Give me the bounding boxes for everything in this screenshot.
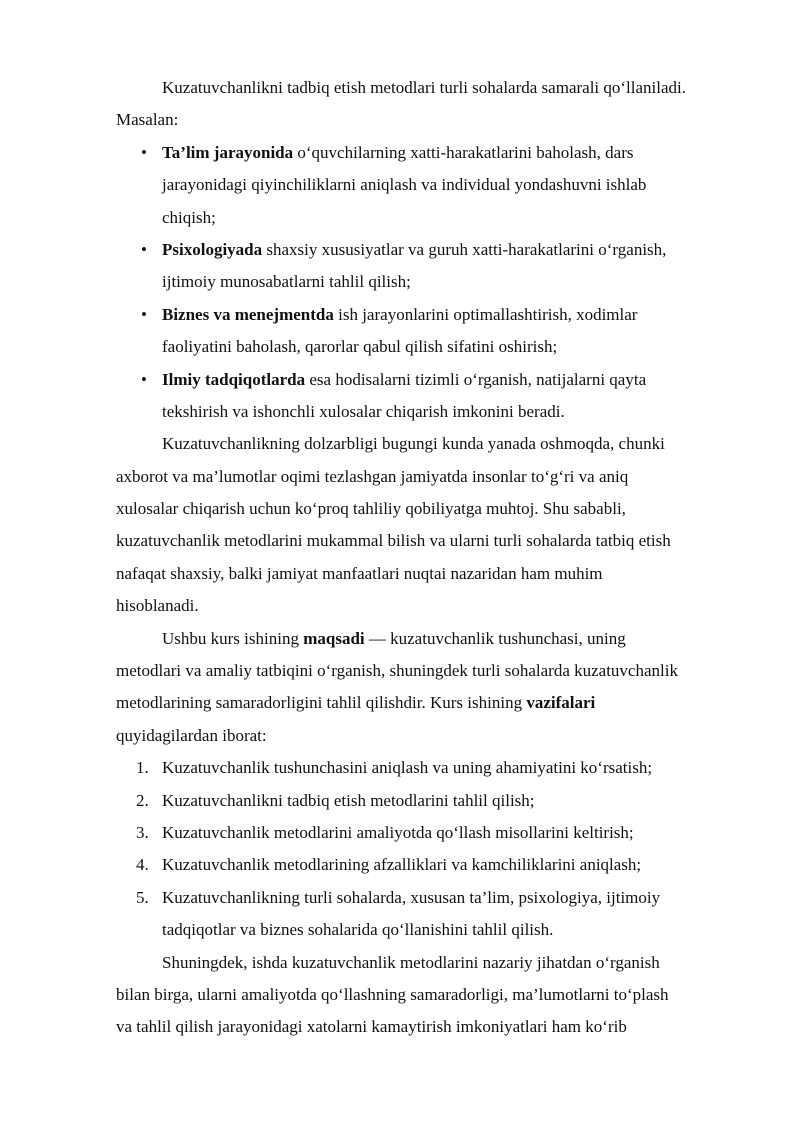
list-item-continuation: jarayonidagi qiyinchiliklarni aniqlash va individual yondashuvni ishlab [162, 175, 647, 195]
list-item [116, 137, 744, 169]
paragraph-line: Shuningdek, ishda kuzatuvchanlik metodlarini nazariy jihatdan o‘rganish [162, 952, 660, 972]
numbered-item [116, 849, 744, 881]
paragraph-line [116, 623, 744, 655]
bullet-marker: • [141, 239, 147, 259]
paragraph-line: xulosalar chiqarish uchun ko‘proq tahliliy qobiliyatga muhtoj. Shu sababli, [116, 499, 626, 519]
paragraph-line: metodlari va amaliy tatbiqini o‘rganish, shuningdek turli sohalarda kuzatuvchanlik [116, 661, 678, 681]
item-number: 2. [136, 790, 149, 810]
bullet-text: ish jarayonlarini optimallashtirish, xodimlar [333, 304, 638, 324]
intro-line: Masalan: [116, 110, 179, 130]
goal-term: maqsadi [303, 628, 365, 648]
item-text: Kuzatuvchanlik metodlarining afzalliklari va kamchiliklarini aniqlash; [162, 855, 642, 875]
bullet-term: Ilmiy tadqiqotlarda [162, 369, 306, 389]
bullet-text: esa hodisalarni tizimli o‘rganish, natijalarni qayta [305, 369, 647, 389]
paragraph-line: kuzatuvchanlik metodlarini mukammal bilish va ularni turli sohalarda tatbiq etish [116, 531, 671, 551]
bullet-term: Biznes va menejmentda [162, 304, 334, 324]
paragraph-line: va tahlil qilish jarayonidagi xatolarni kamaytirish imkoniyatlari ham ko‘rib [116, 1017, 627, 1037]
list-item-continuation: tekshirish va ishonchli xulosalar chiqarish imkonini beradi. [162, 401, 565, 421]
paragraph-line [116, 687, 744, 719]
item-number: 3. [136, 822, 149, 842]
list-item-continuation: chiqish; [162, 207, 216, 227]
intro-line: Kuzatuvchanlikni tadbiq etish metodlari turli sohalarda samarali qo‘llaniladi. [162, 78, 687, 97]
paragraph-line: nafaqat shaxsiy, balki jamiyat manfaatlari nuqtai nazaridan ham muhim [116, 563, 603, 583]
list-item [116, 299, 744, 331]
list-item-continuation: faoliyatini baholash, qarorlar qabul qilish sifatini oshirish; [162, 337, 558, 357]
item-text: Kuzatuvchanlik metodlarini amaliyotda qo‘llash misollarini keltirish; [162, 822, 634, 842]
paragraph-line: hisoblanadi. [116, 596, 199, 616]
tasks-term: vazifalari [526, 693, 596, 713]
item-text: Kuzatuvchanlikni tadbiq etish metodlarini tahlil qilish; [162, 790, 535, 810]
item-number: 1. [136, 758, 149, 778]
item-number: 5. [136, 887, 149, 907]
document-page [116, 72, 744, 1044]
list-item [116, 364, 744, 396]
paragraph-line: quyidagilardan iborat: [116, 725, 267, 745]
list-item-continuation: ijtimoiy munosabatlarni tahlil qilish; [162, 272, 411, 292]
bullet-marker: • [141, 369, 147, 389]
bullet-marker: • [141, 142, 147, 162]
paragraph-line: bilan birga, ularni amaliyotda qo‘llashning samaradorligi, ma’lumotlarni to‘plash [116, 984, 669, 1004]
bullet-marker: • [141, 304, 147, 324]
text-span: — kuzatuvchanlik tushunchasi, uning [364, 628, 626, 648]
numbered-item [116, 882, 744, 914]
list-item [116, 234, 744, 266]
item-text: Kuzatuvchanlik tushunchasini aniqlash va uning ahamiyatini ko‘rsatish; [162, 758, 653, 778]
bullet-text: shaxsiy xususiyatlar va guruh xatti-harakatlarini o‘rganish, [262, 239, 667, 259]
item-number: 4. [136, 855, 149, 875]
numbered-item [116, 817, 744, 849]
paragraph-line: axborot va ma’lumotlar oqimi tezlashgan jamiyatda insonlar to‘g‘ri va aniq [116, 466, 629, 486]
text-span: Ushbu kurs ishining [162, 628, 304, 648]
numbered-item [116, 785, 744, 817]
item-text: Kuzatuvchanlikning turli sohalarda, xususan ta’lim, psixologiya, ijtimoiy [162, 887, 661, 907]
text-span: metodlarining samaradorligini tahlil qilishdir. Kurs ishining [116, 693, 527, 713]
bullet-text: o‘quvchilarning xatti-harakatlarini baholash, dars [293, 142, 634, 162]
bullet-term: Ta’lim jarayonida [162, 142, 294, 162]
paragraph-line: Kuzatuvchanlikning dolzarbligi bugungi kunda yanada oshmoqda, chunki [162, 434, 665, 454]
numbered-item [116, 752, 744, 784]
bullet-term: Psixologiyada [162, 239, 263, 259]
numbered-item-continuation: tadqiqotlar va biznes sohalarida qo‘llanishini tahlil qilish. [162, 920, 554, 940]
